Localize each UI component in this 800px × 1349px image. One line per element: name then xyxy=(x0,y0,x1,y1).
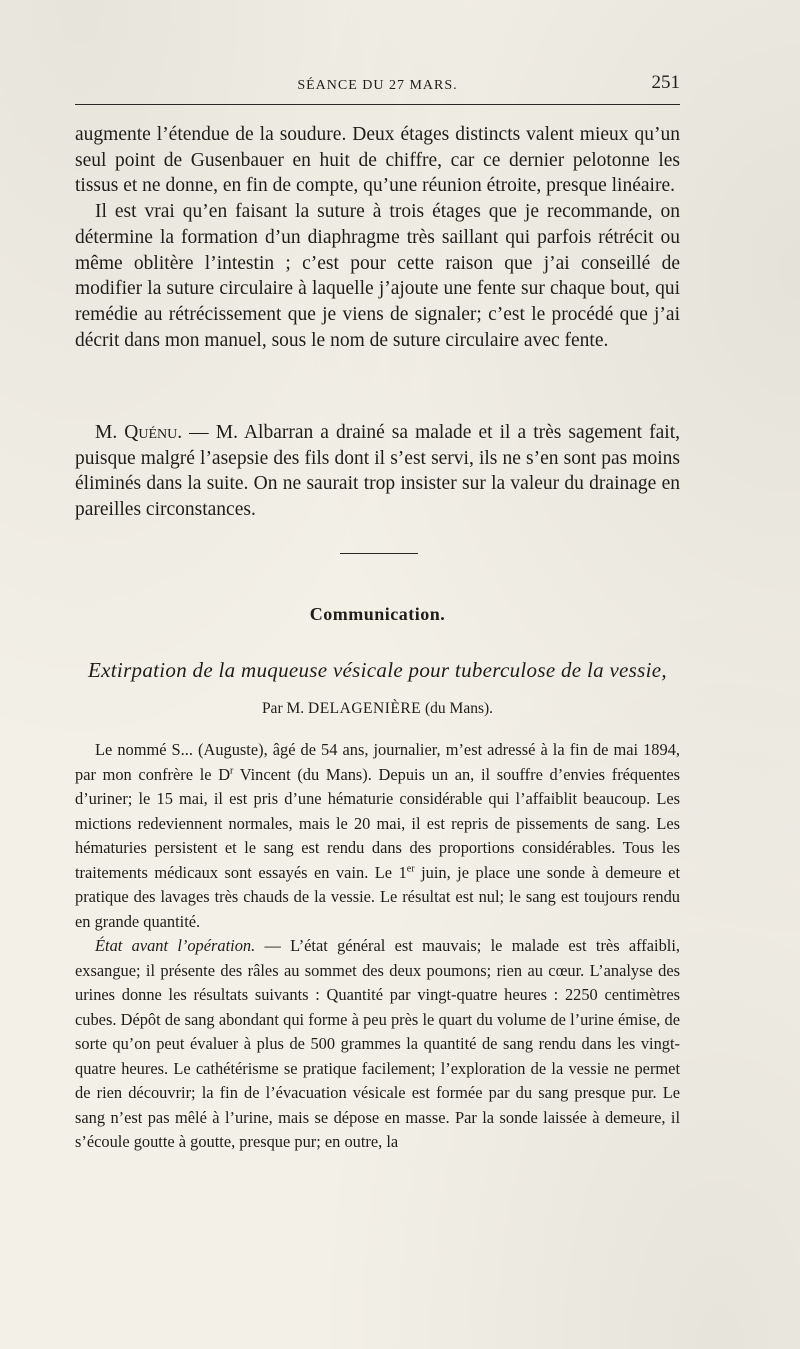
running-title: SÉANCE DU 27 MARS. xyxy=(297,78,458,93)
article-title: Extirpation de la muqueuse vésicale pour tuberculose de la vessie, xyxy=(88,658,667,682)
page-header xyxy=(75,70,680,100)
byline-suffix: (du Mans). xyxy=(425,700,494,717)
byline-author: DELAGENIÈRE xyxy=(308,700,422,717)
speaker-name: M. Quénu. xyxy=(95,422,183,443)
subsection-label: État avant l’opération. xyxy=(95,936,256,955)
paragraph: Il est vrai qu’en faisant la suture à trois étages que je recommande, on détermine la formation d’un diaphragme très saillant qui parfois rétrécit ou même oblitère l’intestin ; c’est pour cette raison que j’ai conseillé de modifier la suture circulaire à laquelle j’ajoute une fente sur chaque bout, qui remédie au rétrécissement que je viens de signaler; c’est le procédé que j’ai décrit dans mon manuel, sous le nom de suture circulaire avec fente. xyxy=(75,201,680,351)
byline-prefix: Par M. xyxy=(261,700,305,717)
byline xyxy=(75,700,680,718)
section-separator xyxy=(340,553,418,554)
header-rule xyxy=(75,104,680,105)
section-heading: Communication. xyxy=(309,604,446,624)
remark-paragraph xyxy=(75,420,680,523)
page-number: 251 xyxy=(651,72,680,93)
article-body xyxy=(75,738,680,1155)
continuation-text xyxy=(75,122,680,353)
remark-text: — M. Albarran a drainé sa malade et il a très sagement fait, puisque malgré l’asepsie des fils dont il s’est servi, ils ne s’en sont pas moins éliminés dans la suite. On ne saurait trop insister sur la valeur du drainage en pareilles circonstances. xyxy=(75,422,680,521)
paragraph: État avant l’opération. — L’état général est mauvais; le malade est très affaibli, exsangue; il présente des râles au sommet des deux poumons; rien au cœur. L’analyse des urines donne les résultats suivants : Quantité par vingt-quatre heures : 2250 centimètres cubes. Dépôt de sang abondant qui forme à peu près le quart du volume de l’urine émise, de sorte qu’on peut évaluer à plus de 500 grammes la quantité de sang rendu dans les vingt-quatre heures. Le cathétérisme se pratique facilement; l’exploration de la vessie ne permet de rien découvrir; la fin de l’évacuation vésicale est formée par du sang presque pur. Le sang n’est pas mêlé à l’urine, mais se dépose en masse. Par la sonde laissée à demeure, il s’écoule goutte à goutte, presque pur; en outre, la xyxy=(75,936,680,1151)
paragraph: augmente l’étendue de la soudure. Deux étages distincts valent mieux qu’un seul point de Gusenbauer en huit de chiffre, car ce dernier pelotonne les tissus et ne donne, en fin de compte, qu’une réunion étroite, presque linéaire. xyxy=(75,124,680,197)
paragraph: Le nommé S... (Auguste), âgé de 54 ans, journalier, m’est adressé à la fin de mai 1894, par mon confrère le $D^r$ Vincent (du Mans). Depuis un an, il souffre d’envies fréquentes d’uriner; le 15 mai, il est pris d’une hématurie considérable qui l’affaiblit beaucoup. Les mictions redeviennent normales, mais le 20 mai, il est repris de pissements de sang. Les hématuries persistent et le sang est rendu dans des proportions considérables. Tous les traitements médicaux sont essayés en vain. Le 1er juin, je place une sonde à demeure et pratique des lavages très chauds de la vessie. Le résultat est nul; le sang est toujours rendu en grande quantité. xyxy=(75,740,681,931)
